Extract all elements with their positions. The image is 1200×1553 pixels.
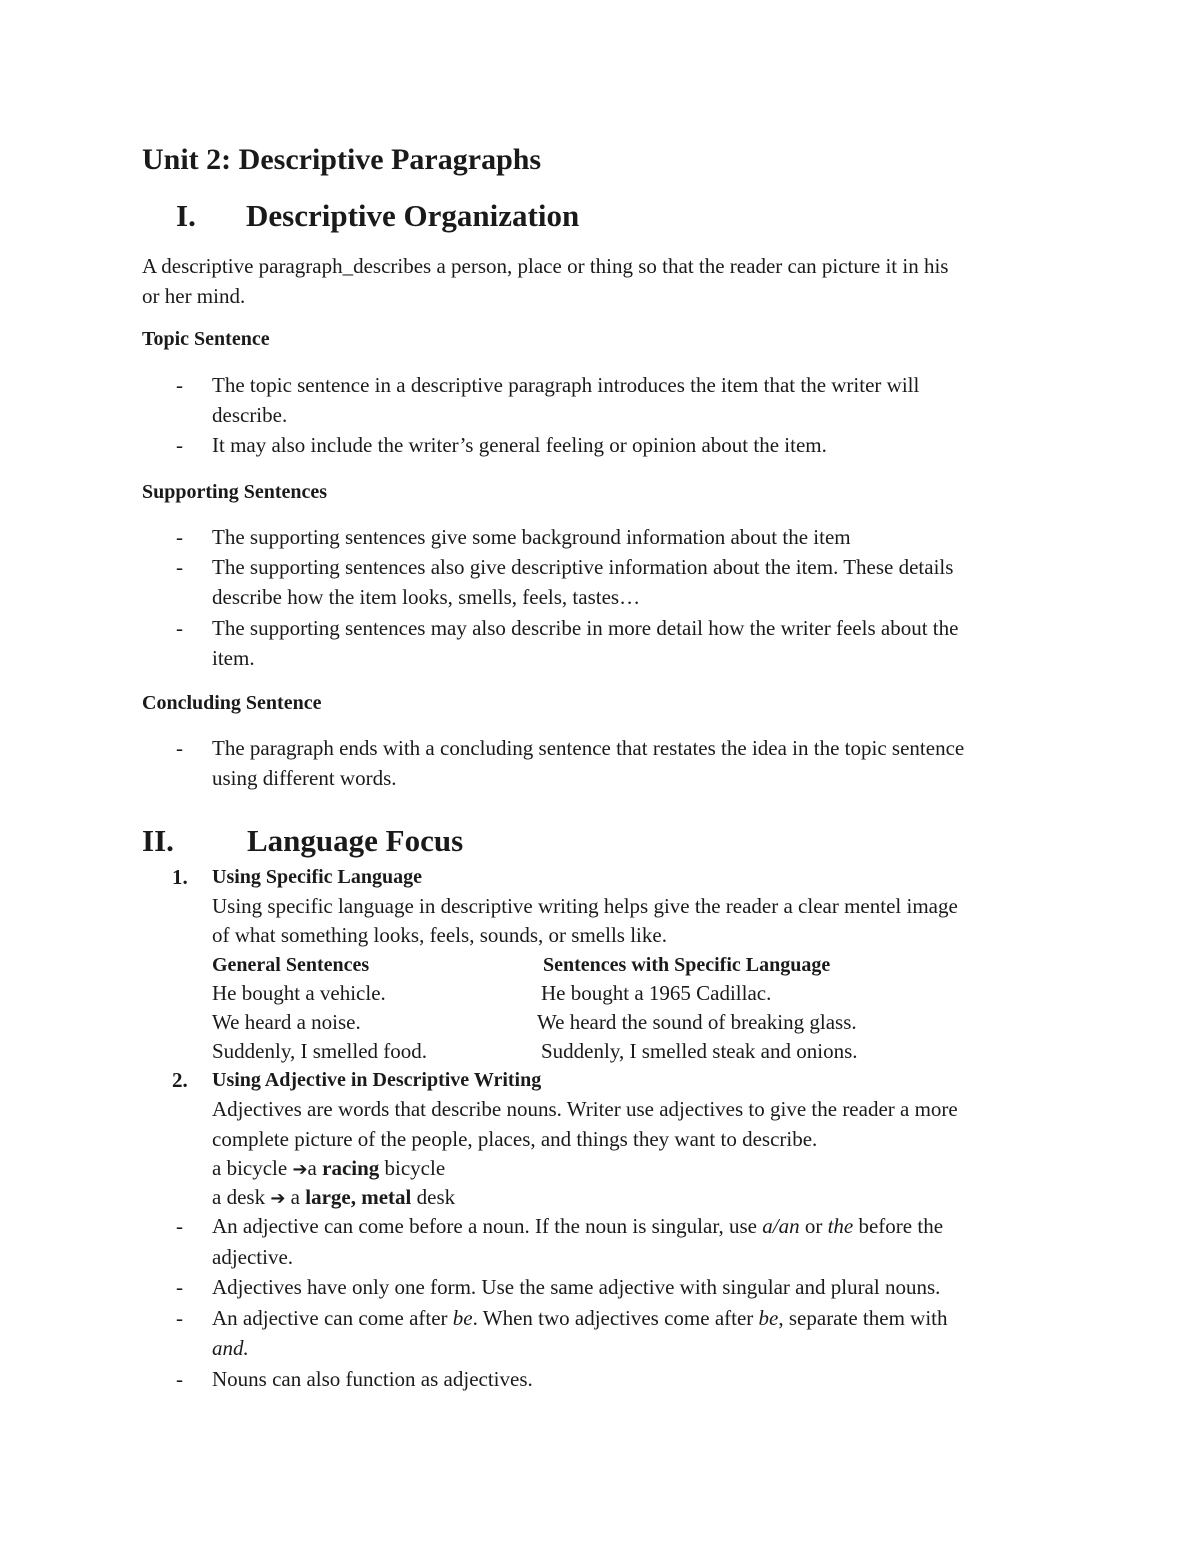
- bullet-dash: -: [176, 1306, 183, 1330]
- section-1-heading: [176, 196, 776, 236]
- concluding-sentence-heading: Concluding Sentence: [142, 692, 322, 714]
- bullet-dash: -: [176, 373, 183, 397]
- intro-line-1: A descriptive paragraph_describes a person, place or thing so that the reader can picture it in his: [142, 254, 949, 278]
- topic-sentence-heading: Topic Sentence: [142, 328, 270, 350]
- item-2-heading: Using Adjective in Descriptive Writing: [212, 1069, 542, 1091]
- specific-sentence: We heard the sound of breaking glass.: [537, 1010, 857, 1034]
- supporting-bullet-2-line-1: The supporting sentences also give descriptive information about the item. These details: [212, 555, 954, 579]
- adjective-bullet-3-line-2: and.: [212, 1336, 249, 1360]
- item-1-paragraph-line-1: Using specific language in descriptive writing helps give the reader a clear mentel image: [212, 894, 958, 918]
- bullet-dash: -: [176, 525, 183, 549]
- italic-term: be: [758, 1306, 779, 1330]
- section-2-title: Language Focus: [247, 823, 464, 858]
- adjective-bullet-3-line-1: [212, 1303, 947, 1333]
- italic-term: the: [827, 1214, 854, 1238]
- item-1-heading: Using Specific Language: [212, 866, 423, 888]
- bullet-text: before the: [858, 1214, 944, 1238]
- section-2-heading: [142, 821, 742, 861]
- bullet-dash: -: [176, 1214, 183, 1238]
- bullet-dash: -: [176, 1367, 183, 1391]
- specific-sentence: He bought a 1965 Cadillac.: [541, 981, 772, 1005]
- item-2-paragraph-line-1: Adjectives are words that describe nouns. Writer use adjectives to give the reader a more: [212, 1097, 958, 1121]
- example-bicycle: [212, 1153, 445, 1185]
- bullet-text: An adjective can come after: [212, 1306, 448, 1330]
- bullet-dash: -: [176, 736, 183, 760]
- example-noun: bicycle: [384, 1156, 446, 1180]
- section-1-title: Descriptive Organization: [246, 198, 580, 233]
- item-1-paragraph-line-2: of what something looks, feels, sounds, or smells like.: [212, 923, 667, 947]
- example-article: a: [307, 1156, 317, 1180]
- column-header-general: General Sentences: [212, 954, 370, 976]
- arrow-icon: ➔: [270, 1188, 286, 1209]
- intro-line-2: or her mind.: [142, 284, 246, 308]
- example-base: a desk: [212, 1185, 266, 1209]
- supporting-bullet-3-line-2: item.: [212, 646, 255, 670]
- specific-sentence: Suddenly, I smelled steak and onions.: [541, 1039, 858, 1063]
- italic-term: be: [452, 1306, 473, 1330]
- general-sentence: He bought a vehicle.: [212, 981, 386, 1005]
- supporting-sentences-heading: Supporting Sentences: [142, 481, 328, 503]
- example-desk: [212, 1182, 455, 1214]
- supporting-bullet-2-line-2: describe how the item looks, smells, feels, tastes…: [212, 585, 641, 609]
- supporting-bullet-1: The supporting sentences give some background information about the item: [212, 525, 851, 549]
- bullet-dash: -: [176, 555, 183, 579]
- bullet-text: An adjective can come before a noun. If the noun is singular, use: [212, 1214, 757, 1238]
- concluding-bullet-1-line-1: The paragraph ends with a concluding sentence that restates the idea in the topic sentence: [212, 736, 965, 760]
- general-sentence: Suddenly, I smelled food.: [212, 1039, 428, 1063]
- arrow-icon: ➔: [292, 1159, 308, 1180]
- example-noun: desk: [416, 1185, 456, 1209]
- item-2-paragraph-line-2: complete picture of the people, places, and things they want to describe.: [212, 1127, 818, 1151]
- example-base: a bicycle: [212, 1156, 288, 1180]
- general-sentence: We heard a noise.: [212, 1010, 361, 1034]
- concluding-bullet-1-line-2: using different words.: [212, 766, 397, 790]
- bullet-text: or: [804, 1214, 823, 1238]
- column-header-specific: Sentences with Specific Language: [543, 954, 831, 976]
- adjective-bullet-4: Nouns can also function as adjectives.: [212, 1367, 533, 1391]
- bullet-text: . When two adjectives come after: [472, 1306, 754, 1330]
- italic-term: a/an: [762, 1214, 800, 1238]
- bullet-dash: -: [176, 1275, 183, 1299]
- section-1-numeral: I.: [176, 198, 196, 233]
- bullet-text: , separate them with: [778, 1306, 948, 1330]
- adjective-bullet-1-line-1: [212, 1211, 943, 1241]
- bullet-dash: -: [176, 433, 183, 457]
- unit-title: Unit 2: Descriptive Paragraphs: [142, 143, 542, 176]
- topic-bullet-2: It may also include the writer’s general feeling or opinion about the item.: [212, 433, 827, 457]
- bullet-dash: -: [176, 616, 183, 640]
- example-article: a: [290, 1185, 300, 1209]
- item-1-number: 1.: [172, 865, 188, 889]
- example-adjective: large, metal: [305, 1185, 412, 1209]
- supporting-bullet-3-line-1: The supporting sentences may also describe in more detail how the writer feels about the: [212, 616, 959, 640]
- item-2-number: 2.: [172, 1068, 188, 1092]
- example-adjective: racing: [322, 1156, 380, 1180]
- adjective-bullet-2: Adjectives have only one form. Use the same adjective with singular and plural nouns.: [212, 1275, 941, 1299]
- adjective-bullet-1-line-2: adjective.: [212, 1245, 294, 1269]
- topic-bullet-1-line-1: The topic sentence in a descriptive paragraph introduces the item that the writer will: [212, 373, 920, 397]
- topic-bullet-1-line-2: describe.: [212, 403, 288, 427]
- section-2-numeral: II.: [142, 823, 174, 858]
